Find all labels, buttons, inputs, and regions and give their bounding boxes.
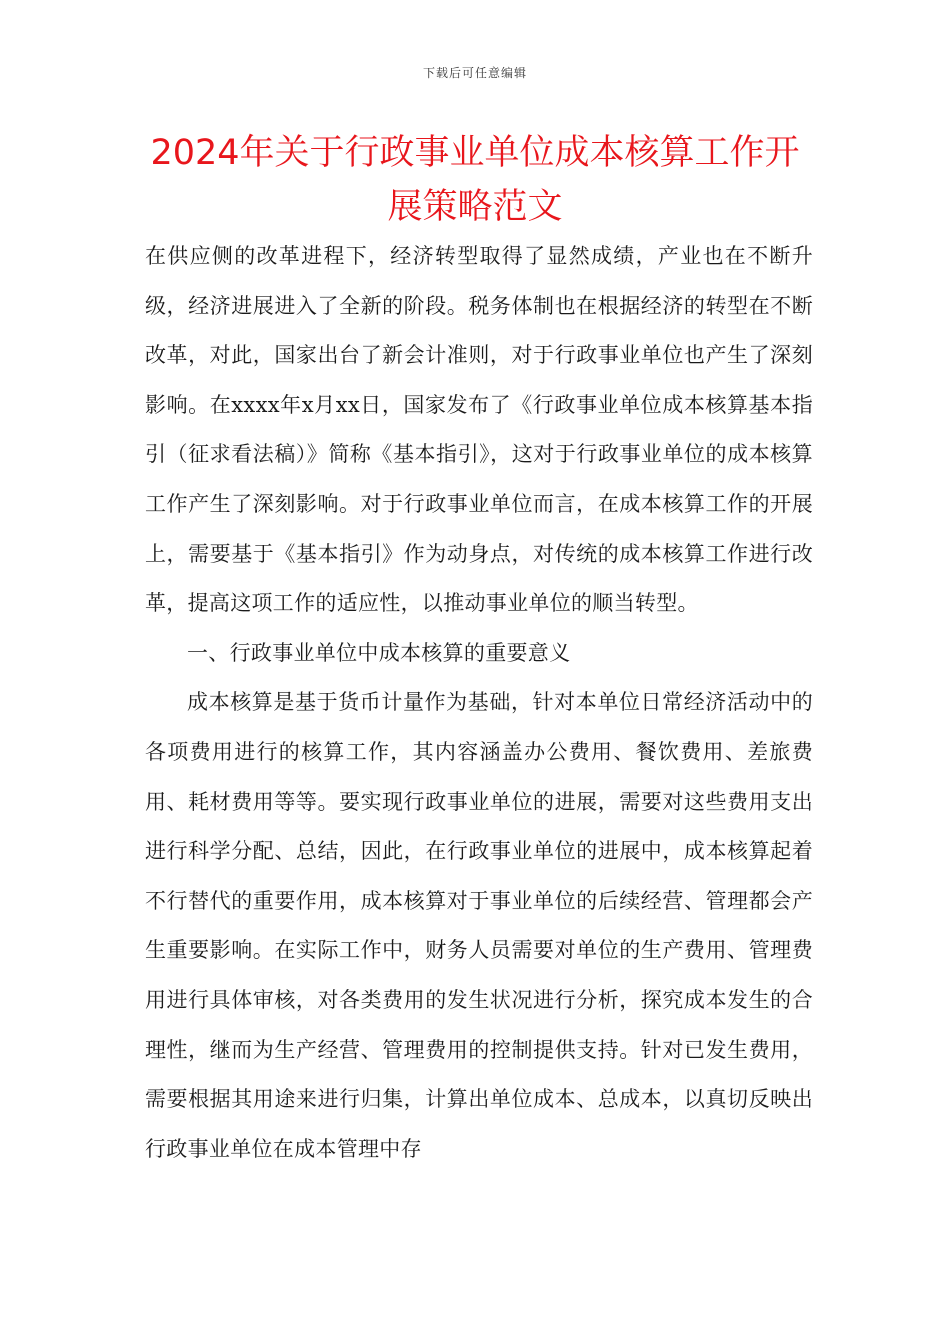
header-note: 下载后可任意编辑 — [422, 66, 527, 80]
paragraph-intro: 在供应侧的改革进程下，经济转型取得了显然成绩，产业也在不断升级，经济进展进入了全新的阶段。税务体制也在根据经济的转型在不断改革，对此，国家出台了新会计准则，对于行政事业单位也产生了深刻影响。在xxxx年x月xx日，国家发布了《行政事业单位成本核算基本指引（征求看法稿）》简称《基本指引》，这对于行政事业单位的成本核算工作产生了深刻影响。对于行政事业单位而言，在成本核算工作的开展上，需要基于《基本指引》作为动身点，对传统的成本核算工作进行改革，提高这项工作的适应性，以推动事业单位的顺当转型。 — [145, 244, 813, 616]
document-title — [130, 126, 820, 234]
document-body — [145, 232, 813, 1174]
title-line-1: 2024年关于行政事业单位成本核算工作开 — [150, 133, 800, 173]
title-line-2: 展策略范文 — [387, 187, 563, 227]
section-heading: 一、行政事业单位中成本核算的重要意义 — [187, 640, 571, 665]
paragraph-cost-accounting: 成本核算是基于货币计量作为基础，针对本单位日常经济活动中的各项费用进行的核算工作，其内容涵盖办公费用、餐饮费用、差旅费用、耗材费用等等。要实现行政事业单位的进展，需要对这些费用支出进行科学分配、总结，因此，在行政事业单位的进展中，成本核算起着不行替代的重要作用，成本核算对于事业单位的后续经营、管理都会产生重要影响。在实际工作中，财务人员需要对单位的生产费用、管理费用进行具体审核，对各类费用的发生状况进行分析，探究成本发生的合理性，继而为生产经营、管理费用的控制提供支持。针对已发生费用，需要根据其用途来进行归集，计算出单位成本、总成本，以真切反映出行政事业单位在成本管理中存 — [145, 690, 813, 1161]
